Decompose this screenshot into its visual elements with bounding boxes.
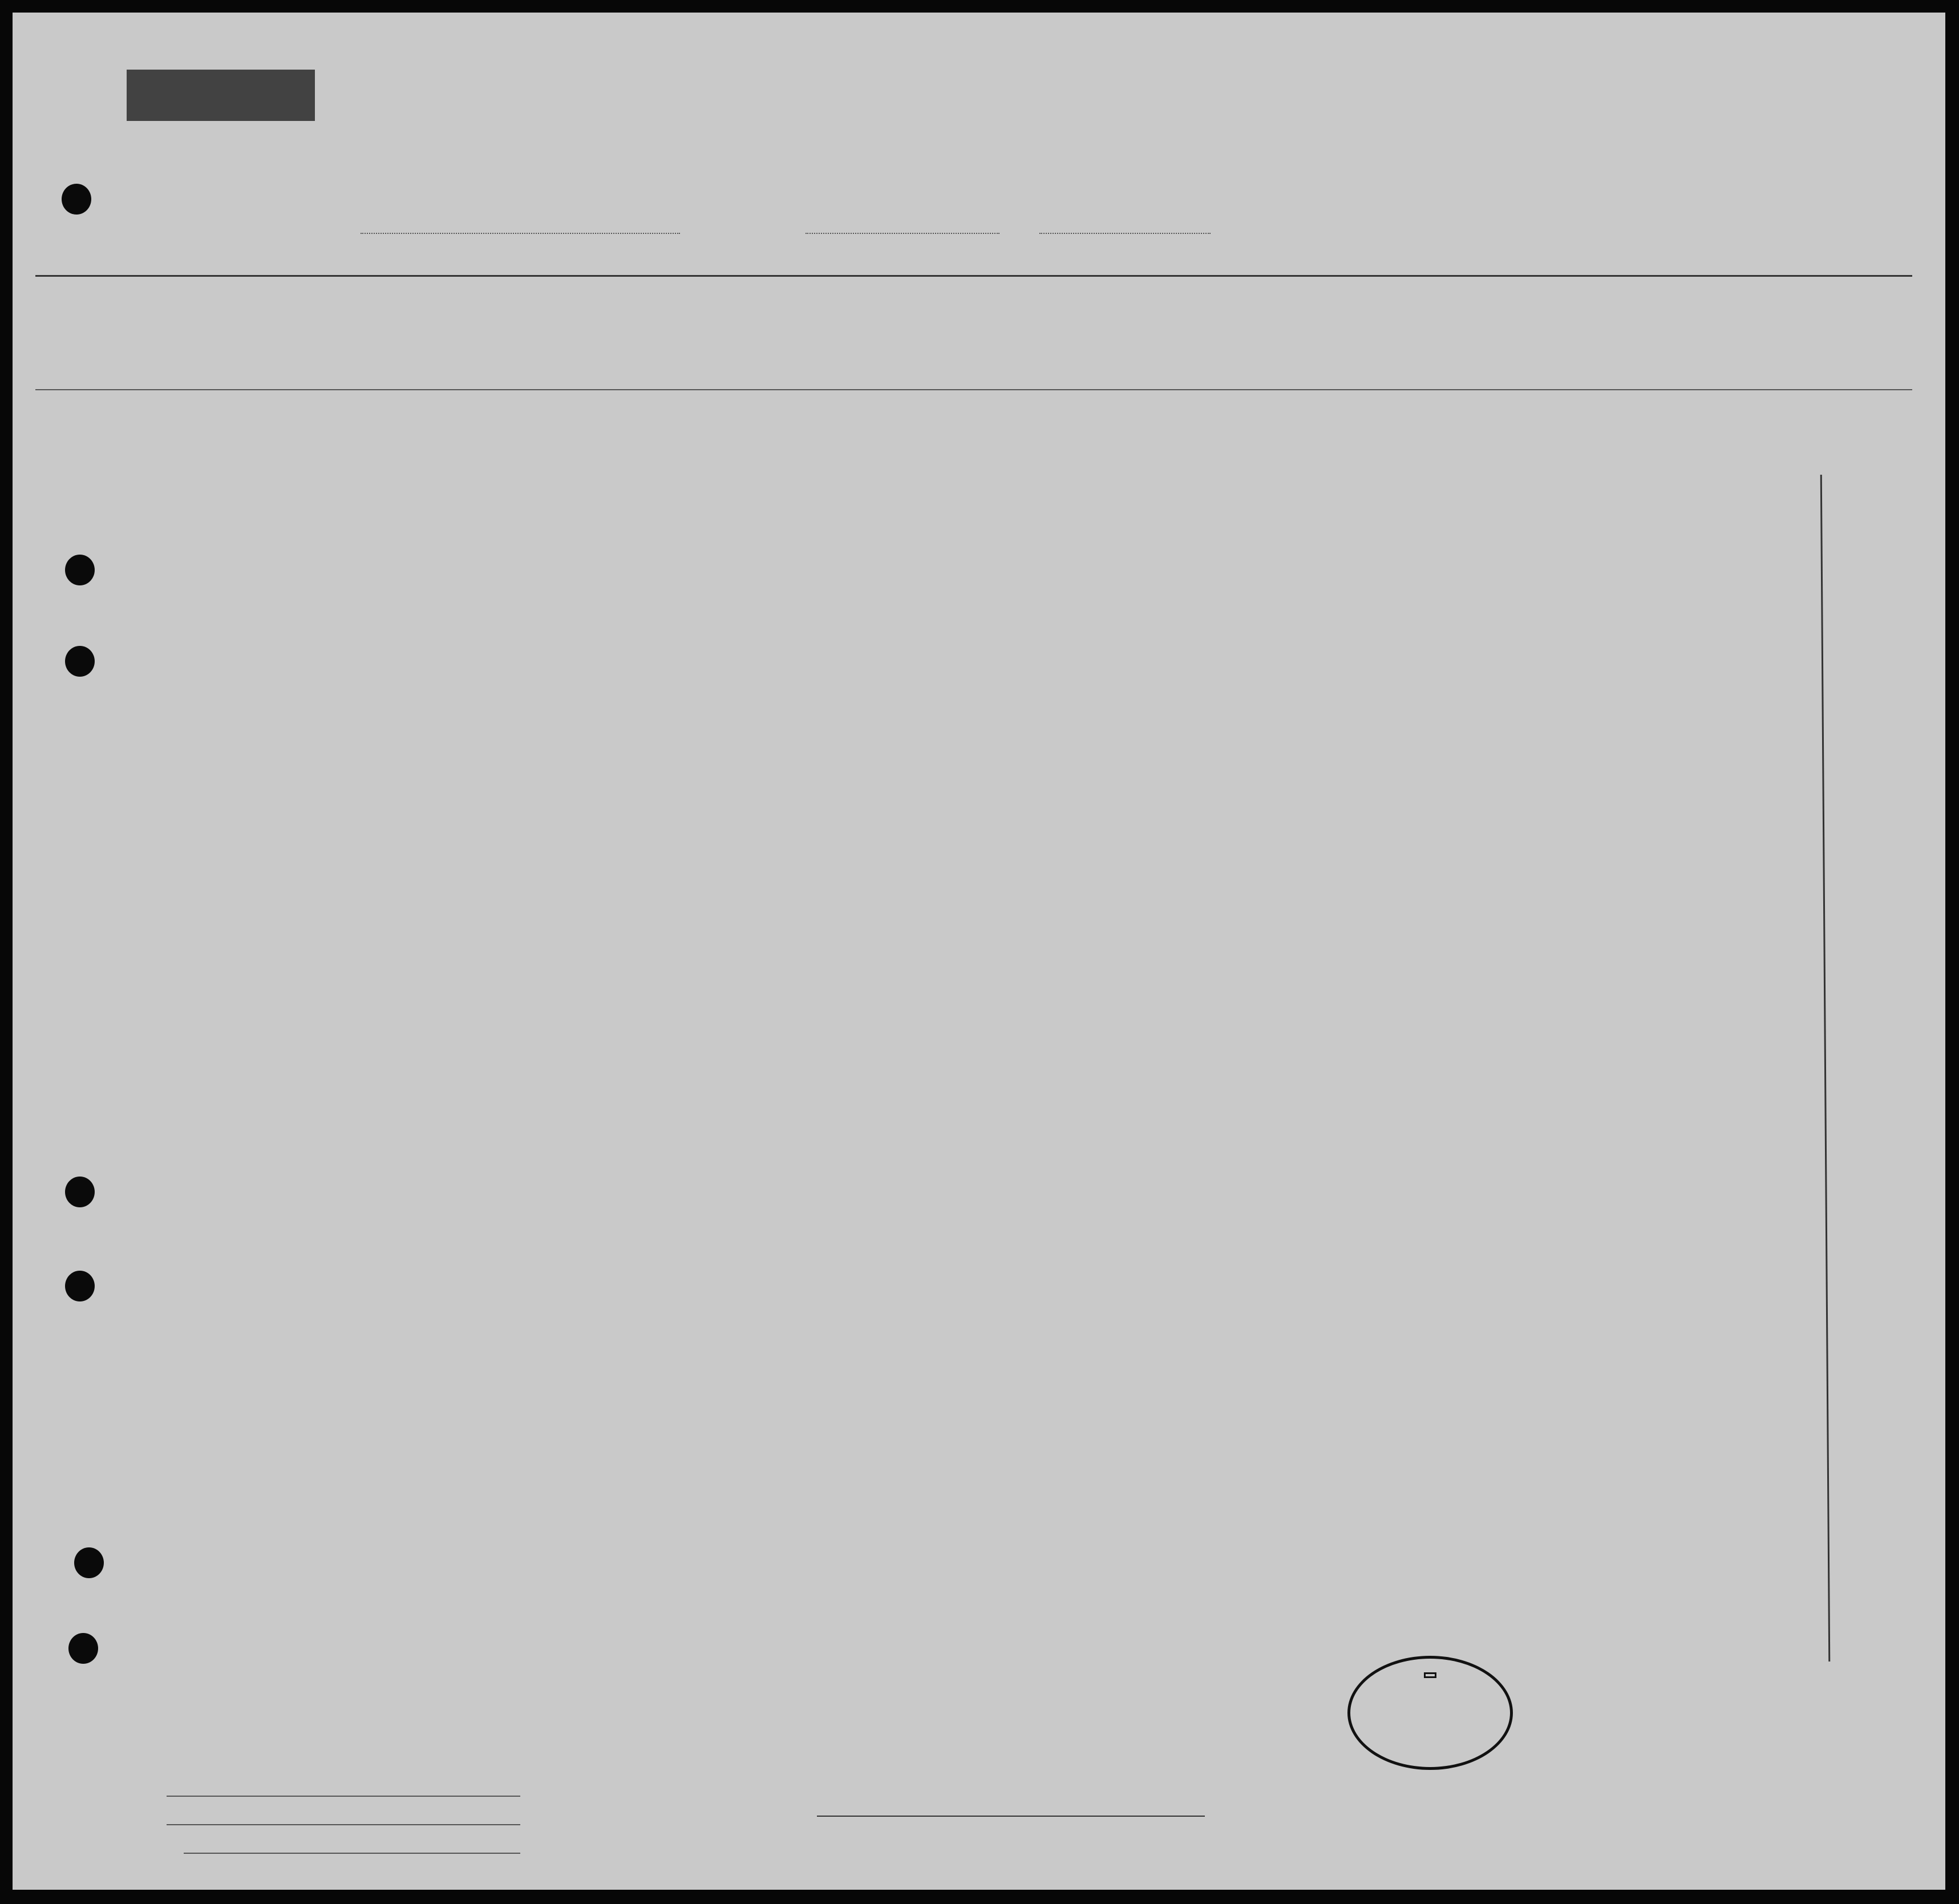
table-top-rule [35,275,1912,277]
mercantile-marine-stamp [1347,1656,1513,1770]
punch-hole-1 [62,184,91,215]
punch-hole-5 [65,1271,95,1301]
header-bottom-rule [35,389,1912,390]
punch-hole-7 [68,1633,98,1664]
crew-table [35,275,1912,1690]
vessel-name [361,233,680,234]
stamp-line-3 [1424,1672,1436,1678]
footer-owners-rule [167,1824,520,1825]
punch-hole-6 [74,1547,104,1578]
footer-line-rule [167,1796,520,1797]
punch-hole-4 [65,1177,95,1207]
punch-hole-2 [65,555,95,585]
inspector-signature-rule [817,1816,1205,1817]
arrival-port [806,233,999,234]
arrival-month [1039,233,1211,234]
footer-agents-rule [184,1853,520,1854]
form-label [127,70,315,121]
punch-hole-3 [65,646,95,677]
manifest-sheet [13,13,1945,1890]
